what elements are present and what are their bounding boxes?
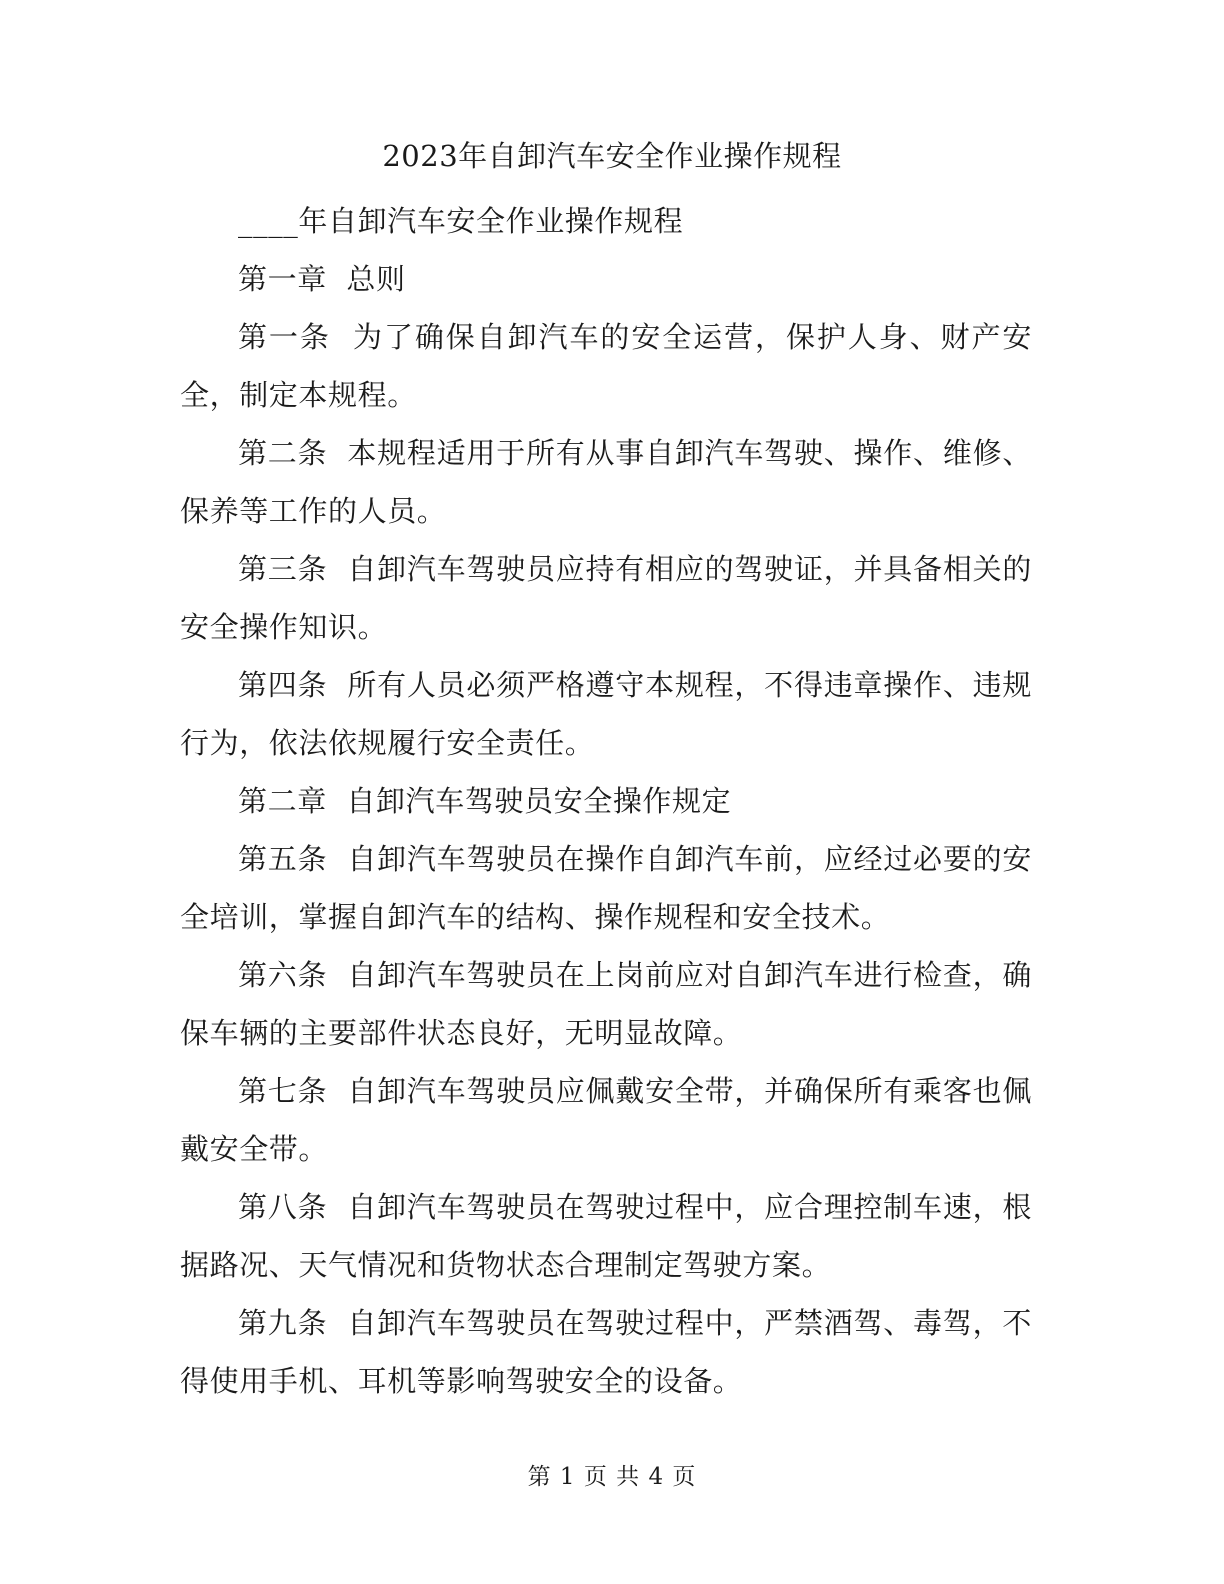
article-3: 第三条 自卸汽车驾驶员应持有相应的驾驶证，并具备相关的安全操作知识。 [180,552,1032,644]
document-body [180,192,1032,1410]
article-2: 第二条 本规程适用于所有从事自卸汽车驾驶、操作、维修、保养等工作的人员。 [180,436,1032,528]
subtitle-paragraph: ____年自卸汽车安全作业操作规程 [238,204,684,238]
article-1: 第一条 为了确保自卸汽车的安全运营，保护人身、财产安全，制定本规程。 [180,320,1032,412]
article-6: 第六条 自卸汽车驾驶员在上岗前应对自卸汽车进行检查，确保车辆的主要部件状态良好，无明显故障。 [180,958,1032,1050]
article-8: 第八条 自卸汽车驾驶员在驾驶过程中，应合理控制车速，根据路况、天气情况和货物状态合理制定驾驶方案。 [180,1190,1032,1282]
article-9: 第九条 自卸汽车驾驶员在驾驶过程中，严禁酒驾、毒驾，不得使用手机、耳机等影响驾驶安全的设备。 [180,1306,1032,1398]
page-footer: 第 1 页 共 4 页 [527,1464,697,1490]
chapter-2-heading: 第二章 自卸汽车驾驶员安全操作规定 [238,784,732,818]
article-4: 第四条 所有人员必须严格遵守本规程，不得违章操作、违规行为，依法依规履行安全责任。 [180,668,1032,760]
document-title: 2023年自卸汽车安全作业操作规程 [382,139,842,173]
chapter-1-heading: 第一章 总则 [238,262,406,296]
article-7: 第七条 自卸汽车驾驶员应佩戴安全带，并确保所有乘客也佩戴安全带。 [180,1074,1032,1166]
article-5: 第五条 自卸汽车驾驶员在操作自卸汽车前，应经过必要的安全培训，掌握自卸汽车的结构、操作规程和安全技术。 [180,842,1032,934]
